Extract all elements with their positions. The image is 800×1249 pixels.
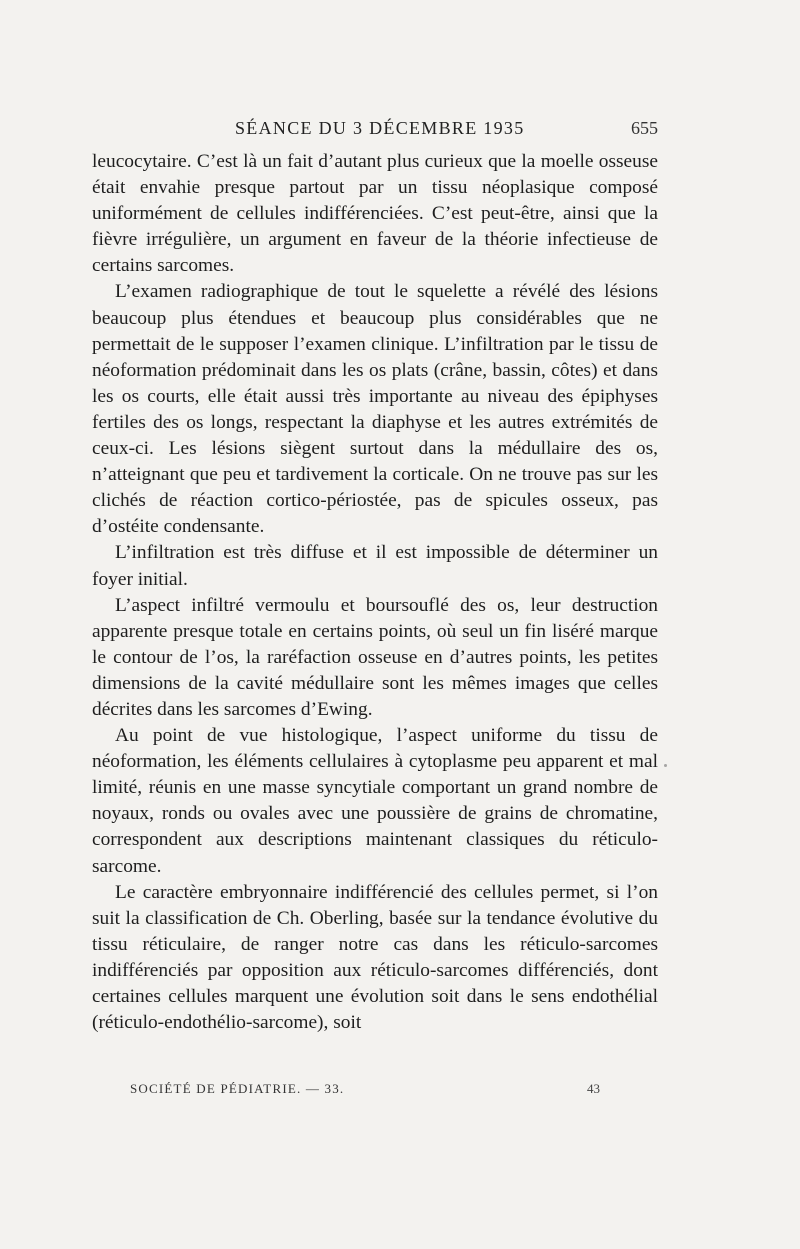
paragraph-3: L’infiltration est très diffuse et il est impossible de déterminer un foyer initial.	[92, 542, 658, 590]
page-number: 655	[631, 118, 658, 138]
body-text	[92, 149, 658, 1036]
sheet-number: 43	[587, 1081, 600, 1096]
paragraph-2: L’examen radiographique de tout le squelette a révélé des lésions beaucoup plus étendues et beaucoup plus considérables que ne permettait de le supposer l’examen clinique. L’infiltration par le tissu de néoformation prédominait dans les os plats (crâne, bassin, côtes) et dans les os courts, elle était aussi très importante au niveau des épiphyses fertiles des os longs, respectant la diaphyse et les autres extrémités de ceux-ci. Les lésions siègent surtout dans la médullaire des os, n’atteignant que peu et tardivement la corticale. On ne trouve pas sur les clichés de réaction cortico-périostée, pas de spicules osseux, pas d’ostéite condensante.	[92, 281, 658, 538]
page-footer	[130, 1081, 600, 1103]
running-head: SÉANCE DU 3 DÉCEMBRE 1935	[235, 118, 525, 138]
page-header	[92, 118, 658, 144]
ink-speck	[664, 764, 667, 767]
paragraph-5: Au point de vue histologique, l’aspect uniforme du tissu de néoformation, les éléments cellulaires à cytoplasme peu apparent et mal limité, réunis en une masse syncytiale comportant un grand nombre de noyaux, ronds ou ovales avec une poussière de grains de chromatine, correspondent aux descriptions maintenant classiques du réticulo-sarcome.	[92, 725, 658, 877]
paragraph-4: L’aspect infiltré vermoulu et boursouflé des os, leur destruction apparente presque totale en certains points, où seul un fin liséré marque le contour de l’os, la raréfaction osseuse en d’autres points, les petites dimensions de la cavité médullaire sont les mêmes images que celles décrites dans les sarcomes d’Ewing.	[92, 594, 658, 720]
paragraph-6: Le caractère embryonnaire indifférencié des cellules permet, si l’on suit la classification de Ch. Oberling, basée sur la tendance évolutive du tissu réticulaire, de ranger notre cas dans les réticulo-sarcomes indifférenciés par opposition aux réticulo-sarcomes différenciés, dont certaines cellules marquent une évolution soit dans le sens endothélial (réticulo-endothélio-sarcome), soit	[92, 881, 658, 1034]
signature-mark: SOCIÉTÉ DE PÉDIATRIE. — 33.	[130, 1081, 345, 1096]
paragraph-1: leucocytaire. C’est là un fait d’autant plus curieux que la moelle osseuse était envahie presque partout par un tissu néoplasique composé uniformément de cellules indifférenciées. C’est peut-être, ainsi que la fièvre irrégulière, un argument en faveur de la théorie infectieuse de certains sarcomes.	[92, 151, 658, 277]
